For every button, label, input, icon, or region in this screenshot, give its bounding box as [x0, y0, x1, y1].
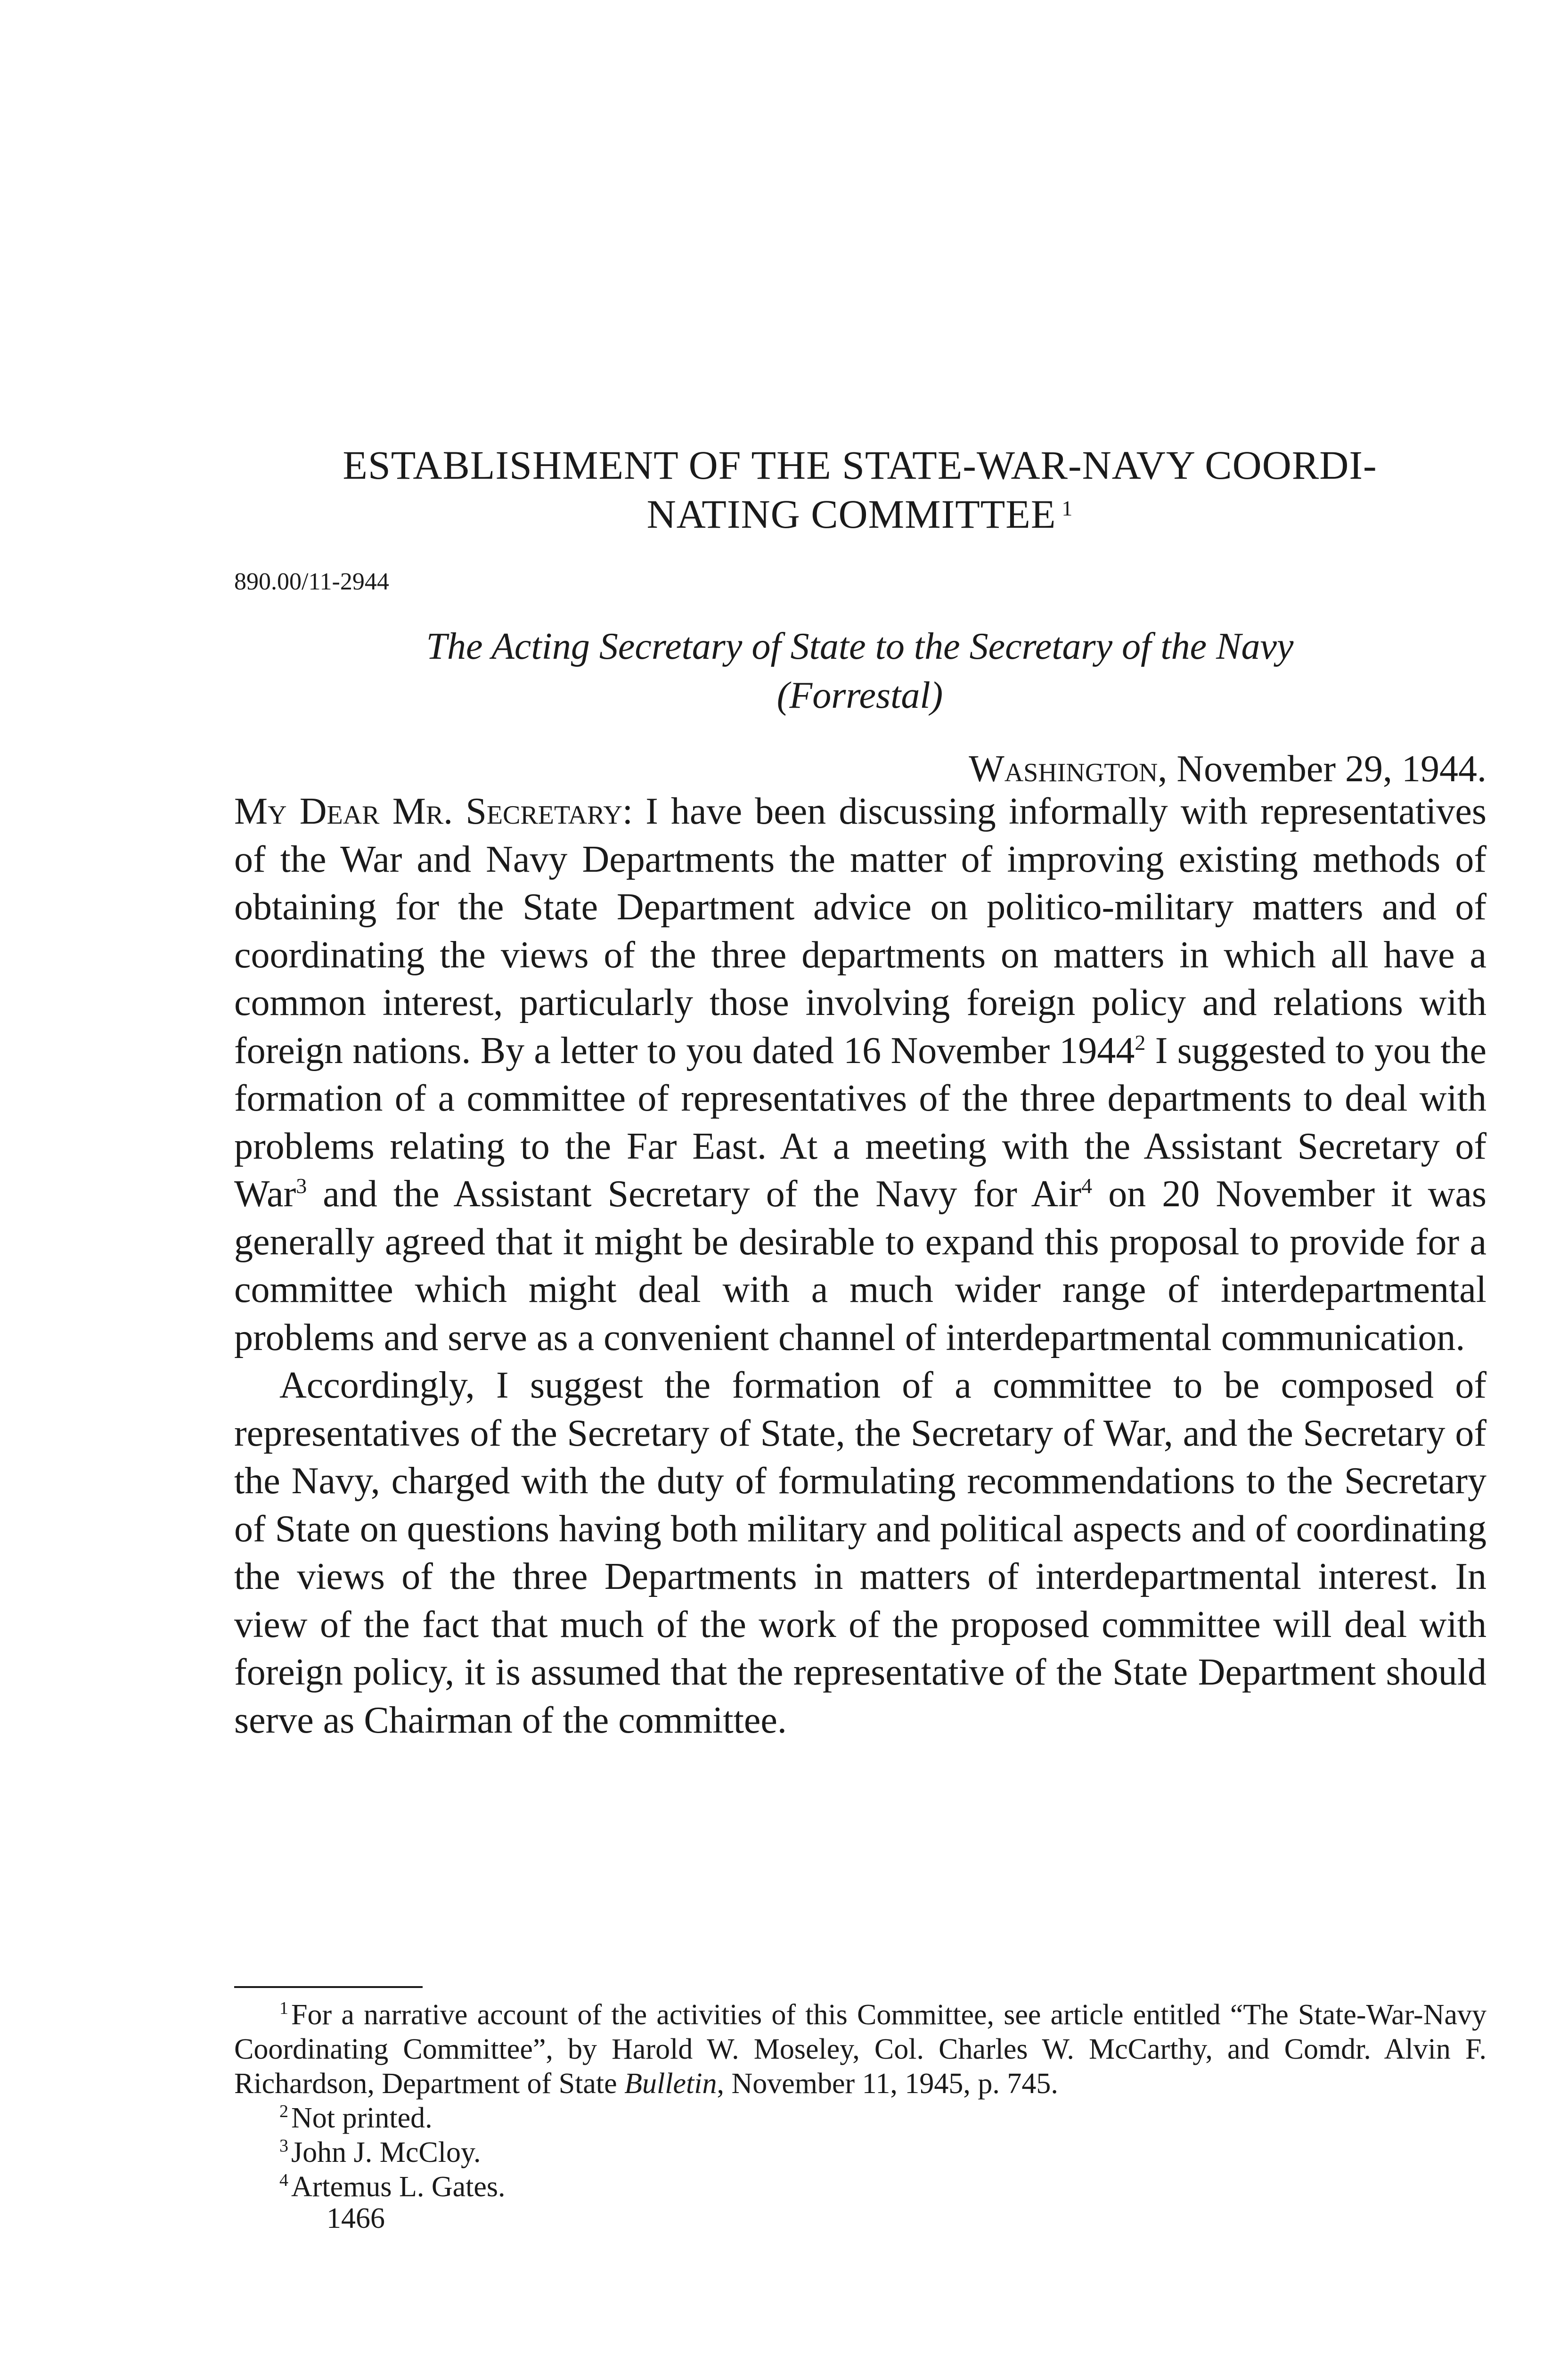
footnote-4-text: Artemus L. Gates.: [291, 2171, 506, 2203]
document-heading: [233, 622, 1486, 720]
footnote-3-text: John J. McCloy.: [291, 2136, 481, 2168]
footnote-1: [234, 1998, 1486, 2101]
footnote-2-marker: 2: [279, 2102, 288, 2121]
dateline-place: Washington: [969, 748, 1158, 790]
footnote-1-tail: , November 11, 1945, p. 745.: [717, 2068, 1058, 2100]
footnote-2-text: Not printed.: [291, 2102, 433, 2134]
footnote-divider: [234, 1986, 423, 1988]
footnote-ref-2[interactable]: 2: [1135, 1030, 1146, 1055]
main-title: [233, 441, 1486, 539]
footnotes: [234, 1998, 1486, 2204]
footnote-3-marker: 3: [279, 2136, 288, 2156]
file-number: 890.00/11-2944: [234, 568, 389, 595]
footnote-1-text: For a narrative account of the activities of this Committee, see article entitled “The State-War-Navy Coordinating Committee”, by Harold W. Moseley, Col. Charles W. McCarthy, and Comdr. Alvin F. Richardson, Department of State: [234, 1999, 1486, 2100]
footnote-3: [234, 2135, 1486, 2170]
dateline-date: , November 29, 1944.: [1158, 748, 1486, 790]
title-line-2: NATING COMMITTEE: [646, 491, 1056, 537]
paragraph-1-part-b: I suggested to you the formation of a committee of representatives of the three departments to deal with problems relating to the Far East. At a meeting with the Assistant Secretary of War: [234, 1030, 1486, 1215]
footnote-4-marker: 4: [279, 2170, 288, 2190]
paragraph-1-part-c: and the Assistant Secretary of the Navy for Air: [307, 1173, 1082, 1215]
title-footnote-ref[interactable]: 1: [1062, 496, 1073, 520]
footnote-1-marker: 1: [279, 1998, 288, 2018]
footnote-1-italic: Bulletin: [624, 2068, 717, 2100]
salutation: My Dear Mr. Secretary: [234, 791, 622, 832]
paragraph-1-part-d: on 20 November it was generally agreed that it might be desirable to expand this proposal to provide for a committee which might deal with a much wider range of interdepartmental problems and serve as a convenient channel of interdepartmental communication.: [234, 1173, 1486, 1358]
dateline: [969, 745, 1486, 793]
title-line-1: ESTABLISHMENT OF THE STATE-WAR-NAVY COORDI-: [343, 442, 1377, 488]
paragraph-1: [234, 788, 1486, 1362]
paragraph-2: Accordingly, I suggest the formation of a committee to be composed of representatives of the Secretary of State, the Secretary of War, and the Secretary of the Navy, charged with the duty of formulating recommendations to the Secretary of State on questions having both military and political aspects and of coordinating the views of the three Departments in matters of interdepartmental interest. In view of the fact that much of the work of the proposed committee will deal with foreign policy, it is assumed that the representative of the State Department should serve as Chairman of the committee.: [234, 1365, 1486, 1741]
heading-line-2: (Forrestal): [776, 675, 943, 716]
footnote-2: [234, 2101, 1486, 2135]
paragraph-1-part-a: : I have been discussing informally with representatives of the War and Navy Departments the matter of improving existing methods of obtaining for the State Department advice on politico-military matters and of coordinating the views of the three departments on matters in which all have a common interest, particularly those involving foreign policy and relations with foreign nations. By a letter to you dated 16 November 1944: [234, 791, 1487, 1072]
heading-line-1: The Acting Secretary of State to the Secretary of the Navy: [426, 626, 1294, 667]
page-number: 1466: [327, 2202, 385, 2234]
footnote-4: [234, 2170, 1486, 2204]
footnote-ref-4[interactable]: 4: [1081, 1174, 1093, 1198]
letter-body: [234, 788, 1486, 1744]
footnote-ref-3[interactable]: 3: [296, 1174, 307, 1198]
